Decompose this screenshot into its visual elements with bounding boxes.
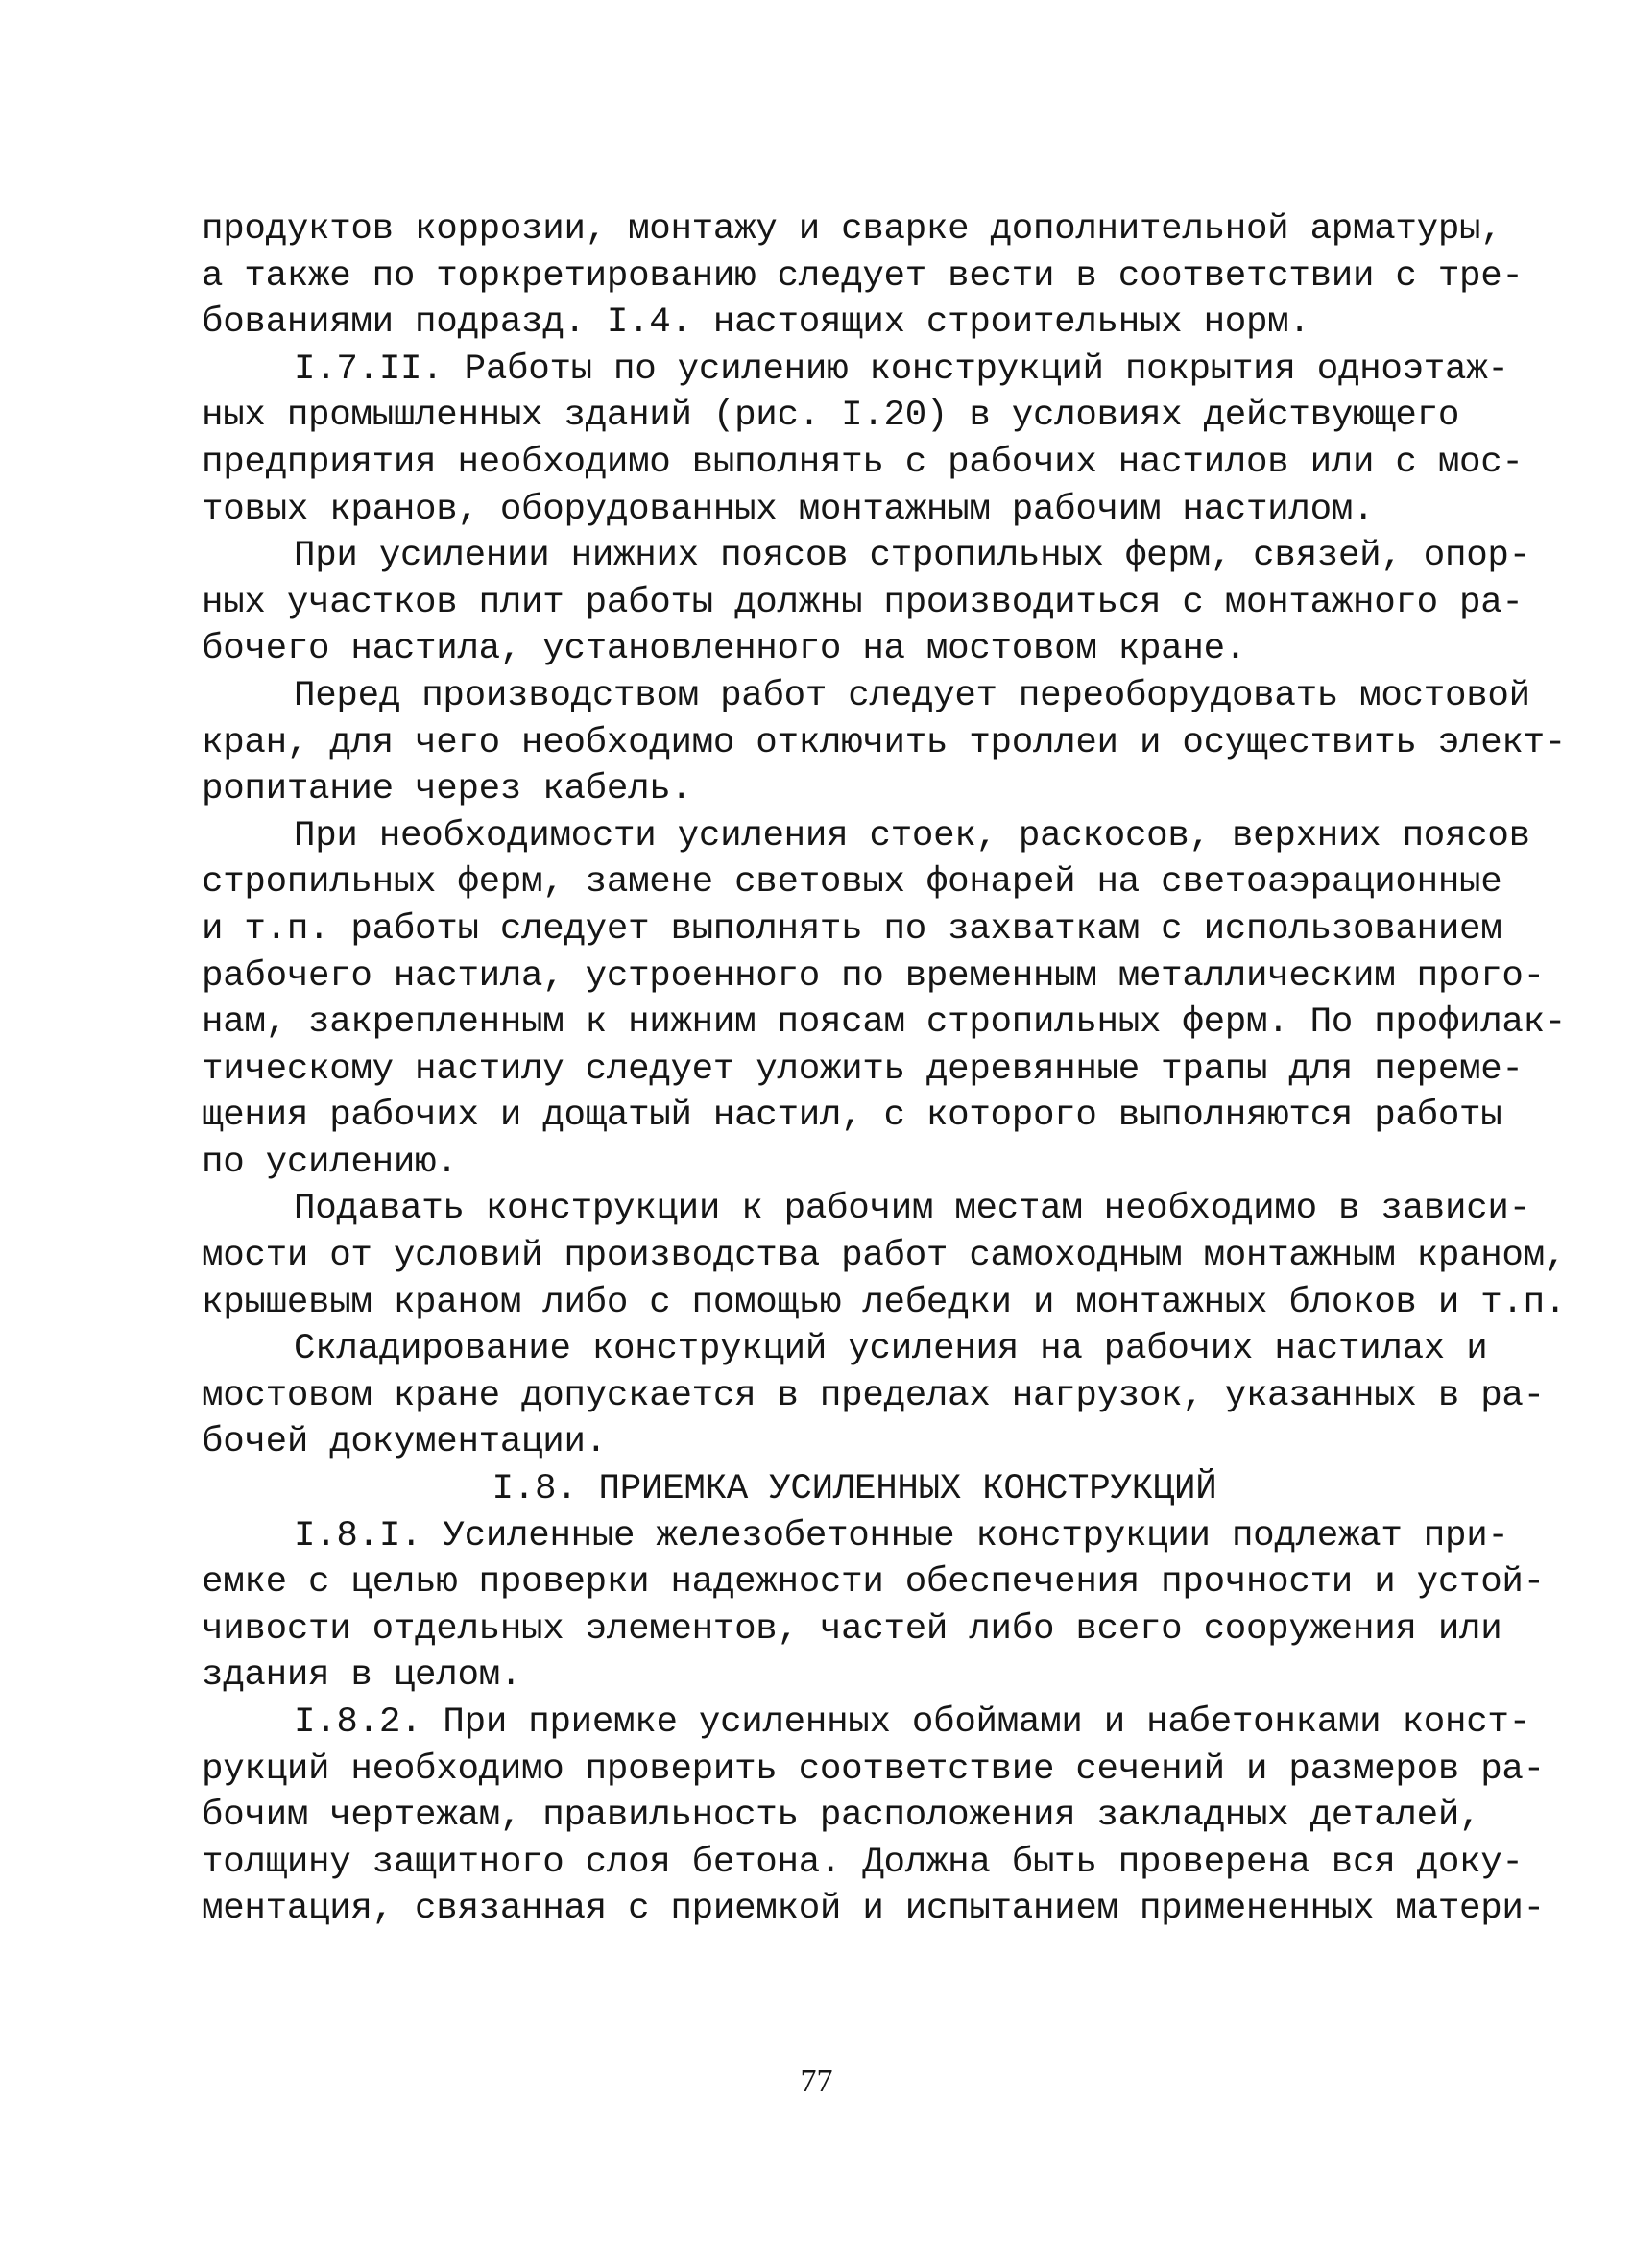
paragraph-start-line: I.8.2. При приемке усиленных обоймами и набетонками конст-	[294, 1702, 1530, 1743]
text-line: мости от условий производства работ самоходным монтажным краном,	[202, 1236, 1567, 1277]
page-number: 77	[800, 2063, 833, 2099]
body-text	[202, 206, 1567, 1933]
text-line: мостовом кране допускается в пределах нагрузок, указанных в ра-	[202, 1375, 1545, 1416]
text-line: и т.п. работы следует выполнять по захваткам с использованием	[202, 908, 1502, 950]
text-line: стропильных ферм, замене световых фонарей на светоаэрационные	[202, 862, 1502, 904]
text-line: а также по торкретированию следует вести в соответствии с тре-	[202, 255, 1524, 297]
text-line: толщину защитного слоя бетона. Должна быть проверена вся доку-	[202, 1842, 1524, 1883]
text-line: ментация, связанная с приемкой и испытанием примененных матери-	[202, 1889, 1545, 1930]
text-line: по усилению.	[202, 1142, 458, 1183]
paragraph-start-line: При необходимости усиления стоек, раскосов, верхних поясов	[294, 815, 1530, 857]
text-line: крышевым краном либо с помощью лебедки и монтажных блоков и т.п.	[202, 1282, 1567, 1323]
text-line: нам, закрепленным к нижним поясам стропильных ферм. По профилак-	[202, 1002, 1567, 1044]
text-line: емке с целью проверки надежности обеспечения прочности и устой-	[202, 1562, 1545, 1604]
section-heading: I.8. ПРИЕМКА УСИЛЕННЫХ КОНСТРУКЦИЙ	[492, 1469, 1217, 1510]
text-line: тическому настилу следует уложить деревянные трапы для переме-	[202, 1049, 1524, 1090]
text-line: товых кранов, оборудованных монтажным рабочим настилом.	[202, 489, 1375, 530]
text-line: продуктов коррозии, монтажу и сварке дополнительной арматуры,	[202, 209, 1502, 250]
text-line: кран, для чего необходимо отключить троллеи и осуществить элект-	[202, 722, 1567, 763]
text-line: бочей документации.	[202, 1422, 607, 1463]
text-line: рукций необходимо проверить соответствие сечений и размеров ра-	[202, 1749, 1545, 1790]
text-line: предприятия необходимо выполнять с рабочих настилов или с мос-	[202, 442, 1524, 483]
text-line: чивости отдельных элементов, частей либо всего сооружения или	[202, 1608, 1502, 1650]
text-line: здания в целом.	[202, 1655, 522, 1697]
paragraph-start-line: Перед производством работ следует переоборудовать мостовой	[294, 675, 1530, 716]
text-line: ных промышленных зданий (рис. I.20) в условиях действующего	[202, 396, 1460, 437]
text-line: ропитание через кабель.	[202, 769, 692, 810]
paragraph-start-line: Складирование конструкций усиления на рабочих настилах и	[294, 1329, 1488, 1370]
paragraph-start-line: I.8.I. Усиленные железобетонные конструкции подлежат при-	[294, 1515, 1509, 1556]
text-line: бочим чертежам, правильность расположения закладных деталей,	[202, 1796, 1481, 1837]
text-line: ных участков плит работы должны производиться с монтажного ра-	[202, 582, 1524, 623]
paragraph-start-line: Подавать конструкции к рабочим местам необходимо в зависи-	[294, 1189, 1530, 1230]
text-line: бованиями подразд. I.4. настоящих строительных норм.	[202, 302, 1310, 344]
text-line: щения рабочих и дощатый настил, с которого выполняются работы	[202, 1096, 1502, 1137]
paragraph-start-line: При усилении нижних поясов стропильных ферм, связей, опор-	[294, 536, 1530, 577]
paragraph-start-line: I.7.II. Работы по усилению конструкций покрытия одноэтаж-	[294, 349, 1509, 390]
text-line: рабочего настила, устроенного по временным металлическим прого-	[202, 955, 1545, 997]
text-line: бочего настила, установленного на мостовом кране.	[202, 629, 1246, 670]
